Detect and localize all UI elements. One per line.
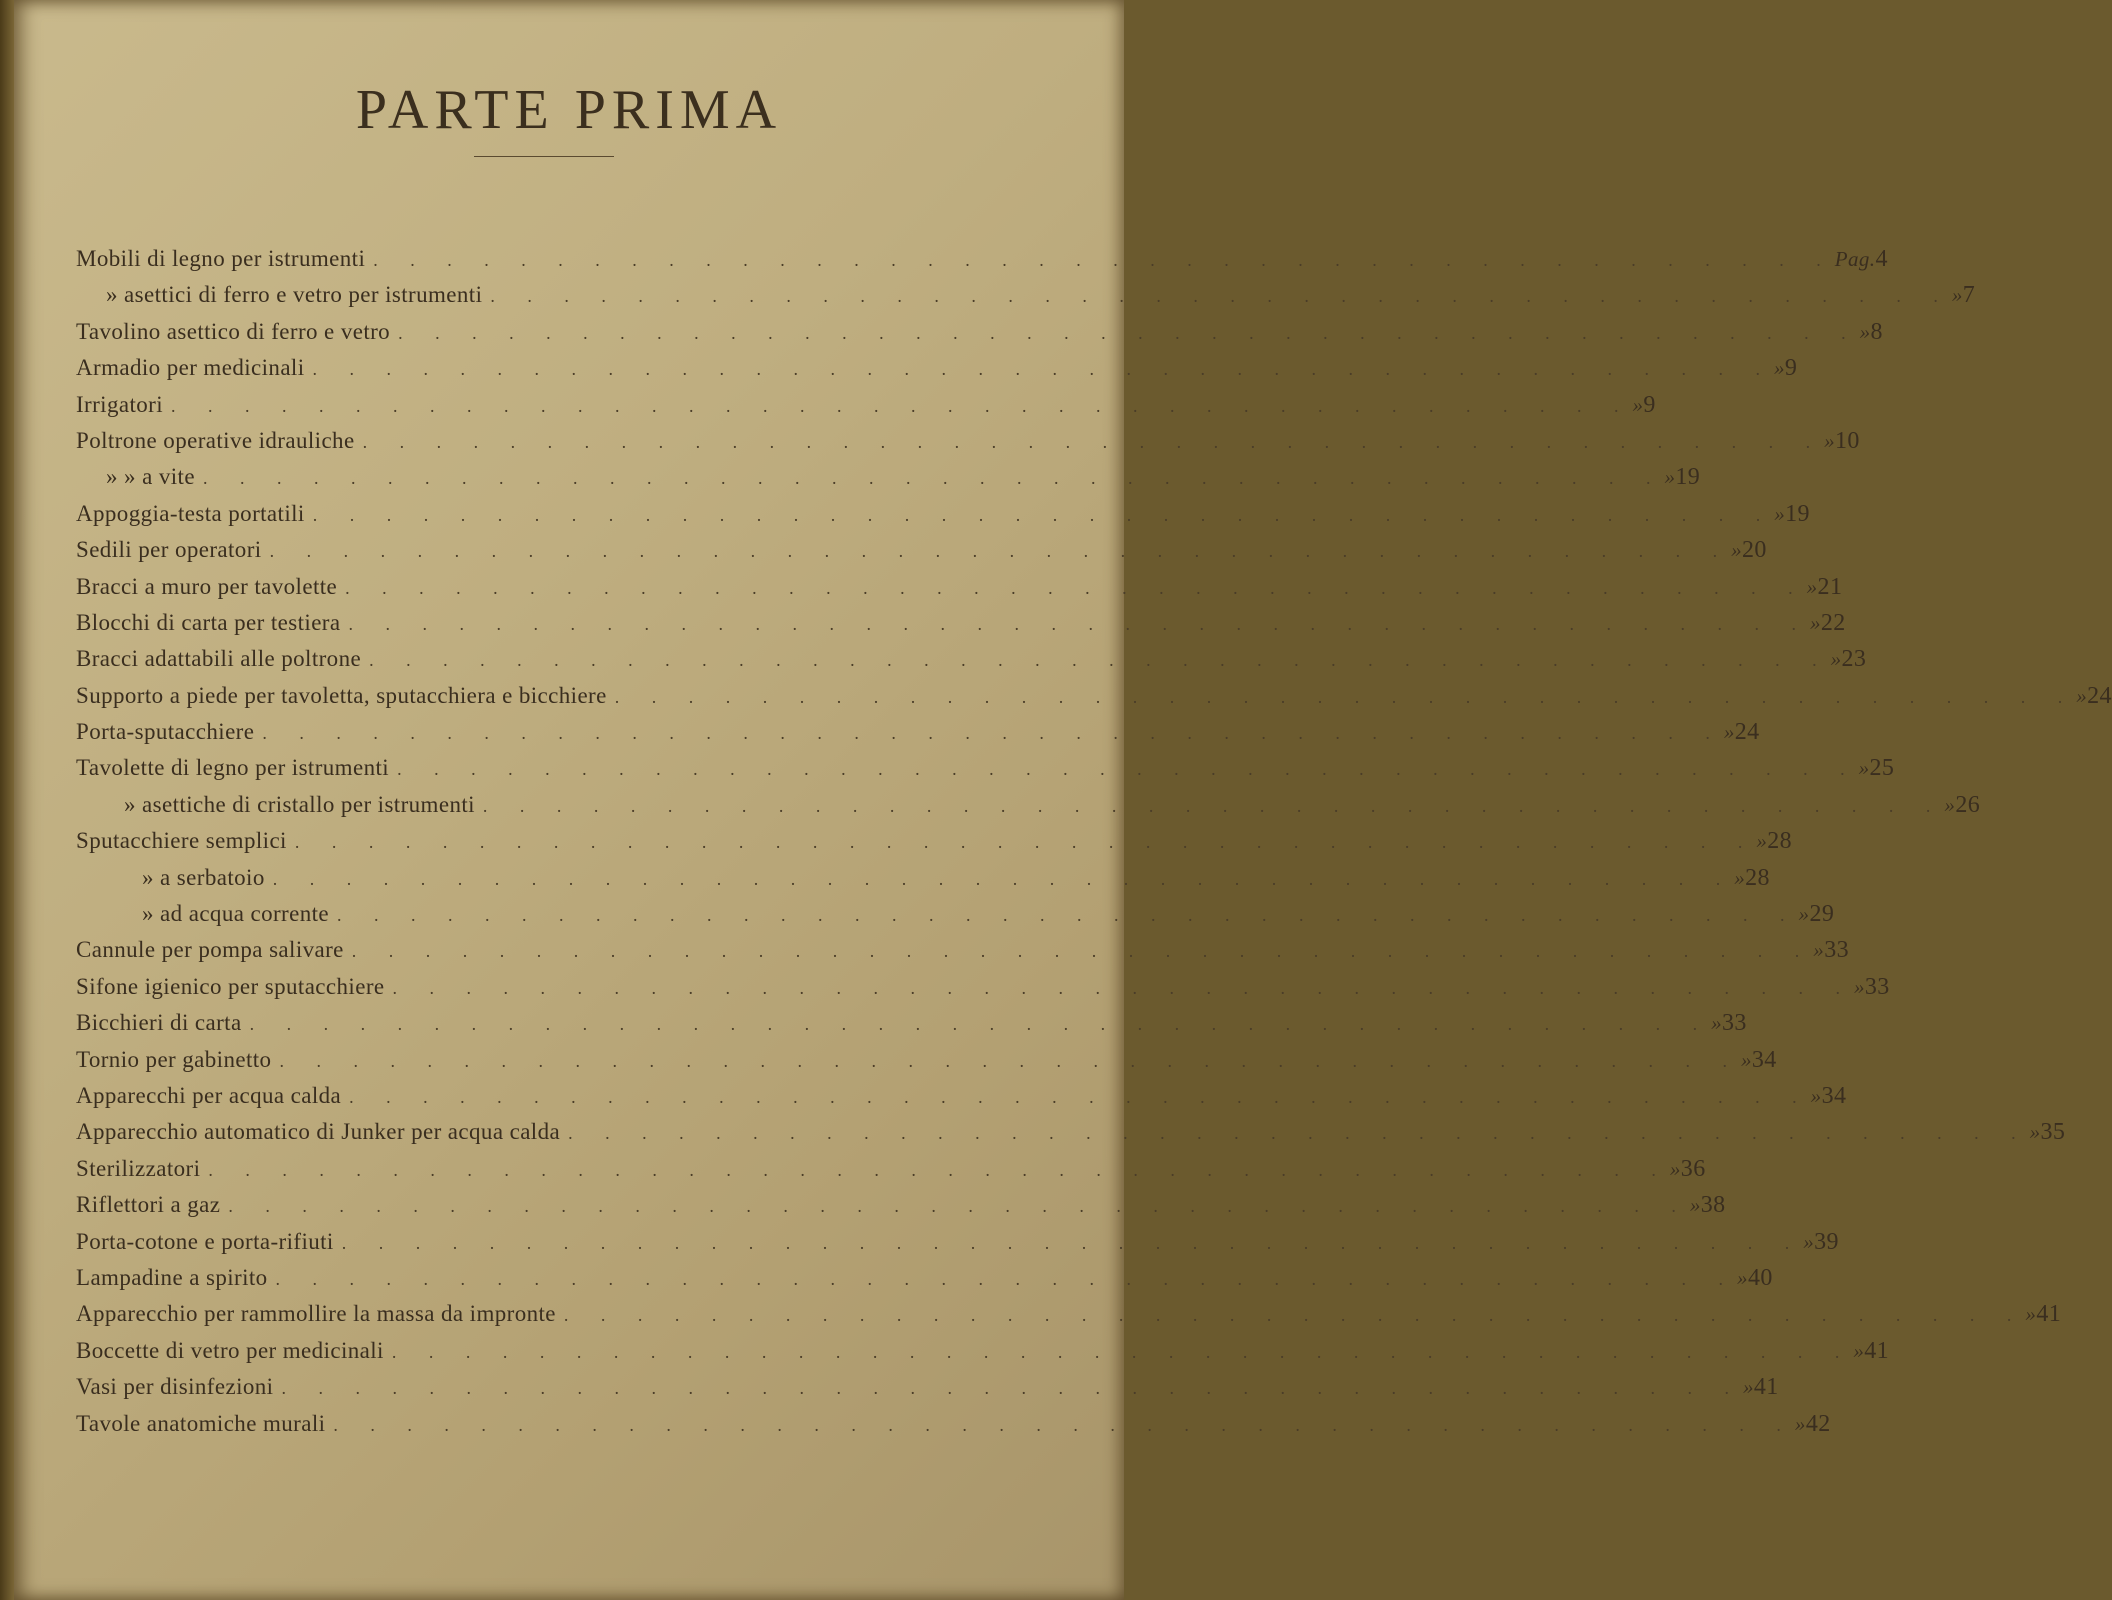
page-label: »: [1737, 1265, 1748, 1290]
page-label: »: [1756, 829, 1768, 854]
toc-entry: [76, 1228, 1839, 1265]
dot-leader: . . . . . . . . . . . . . . . . . . . . . . . . . . . . . . . . . . . . . . . .: [391, 1341, 1854, 1362]
dot-leader: . . . . . . . . . . . . . . . . . . . . . . . . . . . . . . . . . . . . . . . .: [341, 1232, 1804, 1253]
page-label: »: [1711, 1011, 1722, 1036]
page-label: »: [1803, 1229, 1815, 1254]
title-divider: [474, 156, 614, 157]
dot-leader: . . . . . . . . . . . . . . . . . . . . . . . . . . . . . . . . . . . . . . . .: [269, 541, 1732, 562]
page-label: »: [1774, 501, 1786, 526]
page-number: 19: [1675, 464, 1701, 491]
toc-entry: [76, 1082, 1847, 1119]
toc-entry-title: Tavolette di legno per istrumenti: [76, 755, 390, 781]
page-number: 33: [1824, 937, 1849, 964]
dot-leader: . . . . . . . . . . . . . . . . . . . . . . . . . . . . . . . . . . . . . . . .: [362, 431, 1825, 452]
page-label: »: [1742, 1375, 1754, 1400]
page-label: »: [1774, 356, 1785, 381]
page-label: »: [2025, 1302, 2037, 1327]
table-of-contents: [76, 246, 2112, 1447]
toc-entry: [76, 282, 1976, 318]
page-number: 42: [1805, 1410, 1831, 1437]
dot-leader: . . . . . . . . . . . . . . . . . . . . . . . . . . . . . . . . . . . . . . . .: [397, 759, 1859, 780]
page-label: »: [1798, 902, 1810, 927]
toc-entry: [76, 609, 1846, 646]
page-number: 7: [1962, 282, 1976, 309]
toc-entry: [76, 427, 1860, 464]
toc-entry-title: » ad acqua corrente: [142, 901, 330, 927]
toc-entry-title: Bracci adattabili alle poltrone: [76, 646, 362, 672]
page-label: »: [1689, 1193, 1701, 1218]
toc-entry: [76, 1301, 2062, 1337]
page-label: »: [1854, 974, 1865, 999]
toc-entry-title: Apparecchi per acqua calda: [76, 1082, 342, 1108]
page-number: 20: [1741, 537, 1767, 564]
page-label: »: [1809, 610, 1821, 635]
toc-entry-title: Sterilizzatori: [76, 1155, 201, 1181]
page-label: »: [2076, 683, 2088, 708]
page-label: »: [1813, 938, 1825, 963]
dot-leader: . . . . . . . . . . . . . . . . . . . . . . . . . . . . . . . . . . . . . . . .: [171, 395, 1633, 416]
page-number: 8: [1870, 318, 1883, 345]
toc-entry: [76, 1410, 1831, 1447]
toc-entry-title: Armadio per medicinali: [76, 355, 305, 381]
page-number: 38: [1700, 1192, 1726, 1219]
book-spine: [0, 0, 14, 1600]
toc-entry-title: Tavole anatomiche murali: [76, 1410, 326, 1436]
page-number: 29: [1809, 901, 1835, 928]
toc-entry-title: Appoggia-testa portatili: [76, 500, 305, 526]
page-number: 22: [1820, 609, 1846, 636]
dot-leader: . . . . . . . . . . . . . . . . . . . . . . . . . . . . . . . . . . . . . . . .: [249, 1014, 1712, 1035]
toc-entry-title: Lampadine a spirito: [76, 1264, 268, 1290]
toc-entry: [76, 646, 1867, 682]
toc-entry-title: Poltrone operative idrauliche: [76, 427, 355, 453]
page-number: 36: [1680, 1155, 1706, 1182]
dot-leader: . . . . . . . . . . . . . . . . . . . . . . . . . . . . . . . . . . . . . . . .: [333, 1414, 1795, 1435]
toc-entry-title: Blocchi di carta per testiera: [76, 609, 341, 635]
dot-leader: . . . . . . . . . . . . . . . . . . . . . . . . . . . . . . . . . . . . . . . .: [351, 941, 1814, 962]
page-number: 33: [1864, 973, 1890, 1000]
toc-entry-title: » » a vite: [106, 464, 195, 490]
toc-entry-title: » a serbatoio: [142, 864, 265, 890]
dot-leader: . . . . . . . . . . . . . . . . . . . . . . . . . . . . . . . . . . . . . . . .: [398, 322, 1860, 343]
toc-entry: [76, 500, 1810, 537]
page-label: »: [1858, 756, 1870, 781]
toc-entry-title: Bracci a muro per tavolette: [76, 573, 338, 599]
page-label: »: [1723, 720, 1735, 745]
page-label: »: [1740, 1047, 1752, 1072]
toc-entry: [76, 573, 1843, 610]
page-label: »: [1824, 428, 1835, 453]
toc-entry-title: Vasi per disinfezioni: [76, 1374, 274, 1400]
dot-leader: . . . . . . . . . . . . . . . . . . . . . . . . . . . . . . . . . . . . . . . .: [373, 250, 1835, 270]
toc-entry: [76, 1119, 2066, 1155]
dot-leader: . . . . . . . . . . . . . . . . . . . . . . . . . . . . . . . . . . . . . . . .: [294, 832, 1757, 853]
toc-entry: [76, 973, 1890, 1010]
page-number: 23: [1841, 646, 1867, 673]
page-number: 10: [1834, 427, 1860, 454]
page-label: »: [1734, 865, 1746, 890]
dot-leader: . . . . . . . . . . . . . . . . . . . . . . . . . . . . . . . . . . . . . . . .: [275, 1268, 1738, 1289]
dot-leader: . . . . . . . . . . . . . . . . . . . . . . . . . . . . . . . . . . . . . . . .: [279, 1050, 1741, 1071]
toc-entry: [76, 1155, 1706, 1192]
page-label: »: [1731, 538, 1742, 563]
toc-entry: [76, 1374, 1779, 1410]
page-number: 41: [2036, 1301, 2062, 1328]
toc-entry: [76, 1192, 1726, 1228]
dot-leader: . . . . . . . . . . . . . . . . . . . . . . . . . . . . . . . . . . . . . . . .: [208, 1159, 1670, 1180]
page-label: »: [1951, 283, 1963, 308]
toc-entry: [76, 1264, 1773, 1301]
page-label: »: [1669, 1156, 1681, 1181]
dot-leader: . . . . . . . . . . . . . . . . . . . . . . . . . . . . . . . . . . . . . . . .: [345, 577, 1807, 598]
page-number: 34: [1821, 1082, 1847, 1109]
toc-entry-title: Cannule per pompa salivare: [76, 937, 344, 963]
page-label: »: [2029, 1120, 2041, 1145]
toc-entry-title: Sputacchiere semplici: [76, 828, 287, 854]
toc-entry: [76, 682, 2112, 719]
page-title: PARTE PRIMA: [355, 79, 783, 141]
page-number: 24: [1734, 719, 1760, 746]
dot-leader: . . . . . . . . . . . . . . . . . . . . . . . . . . . . . . . . . . . . . . . .: [482, 795, 1945, 816]
toc-entry-title: Apparecchio per rammollire la massa da impronte: [76, 1301, 556, 1327]
toc-entry: [76, 537, 1767, 573]
page-label: »: [1810, 1083, 1822, 1108]
dot-leader: . . . . . . . . . . . . . . . . . . . . . . . . . . . . . . . . . . . . . . . .: [228, 1196, 1690, 1217]
dot-leader: . . . . . . . . . . . . . . . . . . . . . . . . . . . . . . . . . . . . . . . .: [312, 504, 1775, 525]
page-number: 35: [2040, 1119, 2066, 1146]
toc-entry: [76, 246, 1888, 282]
toc-entry: [76, 901, 1835, 937]
toc-entry: [76, 864, 1770, 901]
page-number: 40: [1747, 1264, 1773, 1291]
page-number: 33: [1721, 1010, 1747, 1037]
page-number: 21: [1817, 573, 1843, 600]
toc-entry-title: Tornio per gabinetto: [76, 1046, 272, 1072]
toc-entry: [76, 355, 1798, 391]
dot-leader: . . . . . . . . . . . . . . . . . . . . . . . . . . . . . . . . . . . . . . . .: [392, 977, 1854, 998]
toc-entry-title: Irrigatori: [76, 391, 164, 417]
dot-leader: . . . . . . . . . . . . . . . . . . . . . . . . . . . . . . . . . . . . . . . .: [349, 1086, 1811, 1107]
toc-entry-title: Supporto a piede per tavoletta, sputacchiera e bicchiere: [76, 682, 607, 708]
page-number: 4: [1875, 246, 1888, 272]
toc-entry-title: Porta-cotone e porta-rifiuti: [76, 1228, 334, 1254]
page-number: 26: [1955, 791, 1981, 818]
toc-entry: [76, 318, 1883, 355]
page-label: Pag.: [1834, 247, 1876, 271]
page-number: 41: [1753, 1374, 1779, 1401]
page-label: »: [1859, 319, 1871, 344]
dot-leader: . . . . . . . . . . . . . . . . . . . . . . . . . . . . . . . . . . . . . . . .: [272, 868, 1735, 889]
page-number: 25: [1869, 755, 1895, 782]
dot-leader: . . . . . . . . . . . . . . . . . . . . . . . . . . . . . . . . . . . . . . . .: [614, 686, 2077, 707]
dot-leader: . . . . . . . . . . . . . . . . . . . . . . . . . . . . . . . . . . . . . . . .: [262, 723, 1724, 744]
dot-leader: . . . . . . . . . . . . . . . . . . . . . . . . . . . . . . . . . . . . . . . .: [281, 1378, 1743, 1399]
toc-entry-title: Mobili di legno per istrumenti: [76, 246, 366, 271]
page-number: 19: [1785, 500, 1810, 527]
toc-entry: [76, 1337, 1890, 1374]
toc-entry-title: » asettiche di cristallo per istrumenti: [124, 791, 475, 817]
page-label: »: [1830, 647, 1842, 672]
dot-leader: . . . . . . . . . . . . . . . . . . . . . . . . . . . . . . . . . . . . . . . .: [202, 468, 1665, 489]
toc-entry: [76, 1046, 1777, 1083]
toc-entry: [76, 719, 1760, 755]
page-number: 41: [1864, 1337, 1890, 1364]
page-number: 28: [1767, 828, 1793, 855]
toc-entry: [76, 391, 1656, 428]
page-label: »: [1944, 792, 1956, 817]
toc-entry-title: Tavolino asettico di ferro e vetro: [76, 318, 391, 344]
page-number: 39: [1814, 1228, 1839, 1255]
dot-leader: . . . . . . . . . . . . . . . . . . . . . . . . . . . . . . . . . . . . . . . .: [369, 650, 1831, 671]
toc-entry-title: Riflettori a gaz: [76, 1192, 221, 1218]
page-number: 9: [1643, 391, 1656, 418]
page-label: »: [1806, 574, 1818, 599]
dot-leader: . . . . . . . . . . . . . . . . . . . . . . . . . . . . . . . . . . . . . . . .: [312, 359, 1775, 380]
toc-entry: [76, 791, 1981, 828]
toc-entry: [76, 937, 1849, 973]
toc-entry-title: Boccette di vetro per medicinali: [76, 1337, 384, 1363]
toc-entry-title: Porta-sputacchiere: [76, 719, 255, 745]
dot-leader: . . . . . . . . . . . . . . . . . . . . . . . . . . . . . . . . . . . . . . . .: [348, 613, 1810, 634]
dot-leader: . . . . . . . . . . . . . . . . . . . . . . . . . . . . . . . . . . . . . . . .: [568, 1123, 2030, 1144]
page-number: 24: [2087, 682, 2112, 709]
page-label: »: [1853, 1338, 1865, 1363]
toc-entry: [76, 1010, 1747, 1046]
page-label: »: [1794, 1411, 1806, 1436]
page-label: »: [1664, 465, 1676, 490]
dot-leader: . . . . . . . . . . . . . . . . . . . . . . . . . . . . . . . . . . . . . . . .: [490, 286, 1952, 307]
toc-entry-title: » asettici di ferro e vetro per istrumenti: [106, 282, 483, 308]
page-number: 28: [1745, 864, 1770, 891]
page-number: 34: [1751, 1046, 1777, 1073]
toc-entry: [76, 828, 1793, 864]
toc-entry-title: Bicchieri di carta: [76, 1010, 242, 1036]
toc-entry: [76, 464, 1701, 500]
dot-leader: . . . . . . . . . . . . . . . . . . . . . . . . . . . . . . . . . . . . . . . .: [337, 905, 1799, 926]
page-number: 9: [1784, 355, 1798, 382]
toc-entry-title: Sedili per operatori: [76, 537, 262, 563]
book-page: [14, 0, 2112, 1600]
toc-entry-title: Apparecchio automatico di Junker per acqua calda: [76, 1119, 561, 1145]
toc-entry-title: Sifone igienico per sputacchiere: [76, 973, 385, 999]
toc-entry: [76, 755, 1895, 791]
dot-leader: . . . . . . . . . . . . . . . . . . . . . . . . . . . . . . . . . . . . . . . .: [563, 1305, 2026, 1326]
page-label: »: [1632, 392, 1644, 417]
